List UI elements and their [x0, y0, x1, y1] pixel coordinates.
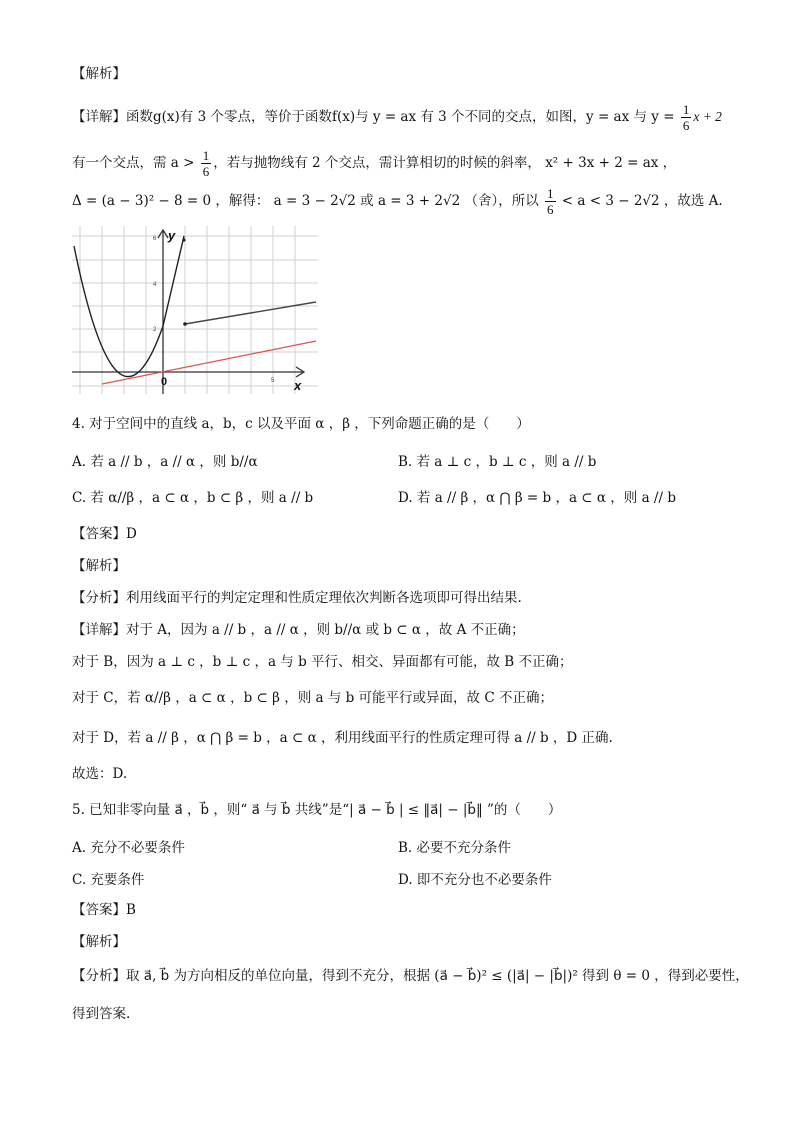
tick-label-y-2: 2 [153, 327, 157, 333]
function-graph [72, 226, 318, 394]
y-axis-label: y [168, 228, 176, 243]
start-dot [183, 322, 187, 326]
q4-option-d: D. 若 a // β ，α ⋂ β = b ，a ⊂ α ，则 a // b [398, 490, 676, 506]
detail-text: < a < 3 − 2√2 ，故选 A. [557, 193, 723, 209]
q4-detail-c: 对于 C，若 α//β ，a ⊂ α ，b ⊂ β ，则 a 与 b 可能平行或异面，故 C 不正确； [72, 690, 553, 706]
detail-line-1 [72, 102, 722, 133]
q4-analysis: 【分析】利用线面平行的判定定理和性质定理依次判断各选项即可得出结果. [72, 590, 522, 606]
q5-analysis-1: 【分析】取 a⃗, b⃗ 为方向相反的单位向量，得到不充分，根据 (a⃗ − b⃗)² ≤ (|a⃗| − |b⃗|)² 得到 θ = 0 ，得到必要性， [72, 968, 749, 984]
q4-stem: 4. 对于空间中的直线 a，b，c 以及平面 α ，β ，下列命题正确的是（ ） [72, 416, 530, 432]
origin-label: 0 [161, 376, 168, 388]
frac-den: 6 [547, 202, 554, 217]
tick-label-y-6: 6 [153, 236, 157, 242]
q4-choose: 故选：D. [72, 766, 128, 782]
x-axis-label: x [294, 378, 302, 393]
fraction [545, 186, 556, 217]
grid [72, 226, 318, 394]
endpoint-dot [182, 238, 185, 241]
detail-text: 【详解】函数g(x)有 3 个零点，等价于函数f(x)与 y = ax 有 3 个不同的交点，如图，y = ax 与 y = [72, 109, 679, 125]
jiexi-label: 【解析】 [72, 66, 126, 82]
q5-option-b: B. 必要不充分条件 [398, 840, 512, 856]
q4-answer: 【答案】D [72, 526, 137, 542]
q5-jiexi: 【解析】 [72, 934, 126, 950]
frac-den: 6 [202, 164, 210, 179]
q4-detail-b: 对于 B，因为 a ⊥ c ，b ⊥ c ，a 与 b 平行、相交、异面都有可能，故 B 不正确； [72, 654, 573, 670]
fraction [681, 102, 692, 133]
line-y-ax [102, 341, 316, 384]
detail-text: 有一个交点，需 a > [72, 155, 199, 171]
q5-stem: 5. 已知非零向量 a⃗ ，b⃗ ，则“ a⃗ 与 b⃗ 共线”是“| a⃗ − b⃗ | ≤ ‖a⃗| − |b⃗‖ ”的（ ） [72, 802, 562, 818]
detail-text: ，若与抛物线有 2 个交点，需计算相切的时候的斜率， x² + 3x + 2 = ax ， [213, 155, 677, 171]
frac-num: 1 [682, 102, 690, 117]
detail-line-3 [72, 186, 723, 217]
q5-analysis-2: 得到答案. [72, 1006, 131, 1022]
frac-num: 1 [547, 186, 554, 201]
q4-jiexi: 【解析】 [72, 558, 126, 574]
q4-detail-d: 对于 D，若 a // β ，α ⋂ β = b ，a ⊂ α ，利用线面平行的性质定理可得 a // b ，D 正确. [72, 730, 613, 746]
tick-label-y-4: 4 [153, 282, 157, 288]
tick-label-x-5: 5 [271, 378, 275, 384]
q5-option-c: C. 充要条件 [72, 872, 145, 888]
q4-detail-a: 【详解】对于 A，因为 a // b ，a // α ，则 b//α 或 b ⊂ α ，故 A 不正确； [72, 622, 525, 638]
q5-option-a: A. 充分不必要条件 [72, 840, 185, 856]
detail-line-2 [72, 148, 676, 179]
q5-answer: 【答案】B [72, 902, 136, 918]
frac-den: 6 [682, 118, 690, 133]
detail-text: x + 2 [693, 109, 722, 124]
q5-option-d: D. 即不充分也不必要条件 [398, 872, 552, 888]
frac-num: 1 [202, 148, 210, 163]
q4-option-b: B. 若 a ⊥ c ，b ⊥ c ，则 a // b [398, 454, 597, 470]
fraction [201, 148, 212, 179]
q4-option-a: A. 若 a // b ，a // α ，则 b//α [72, 454, 258, 470]
detail-text: Δ = (a − 3)² − 8 = 0 ，解得： a = 3 − 2√2 或 a = 3 + 2√2 （舍），所以 [72, 193, 543, 209]
q4-option-c: C. 若 α//β ，a ⊂ α ，b ⊂ β ，则 a // b [72, 490, 314, 506]
